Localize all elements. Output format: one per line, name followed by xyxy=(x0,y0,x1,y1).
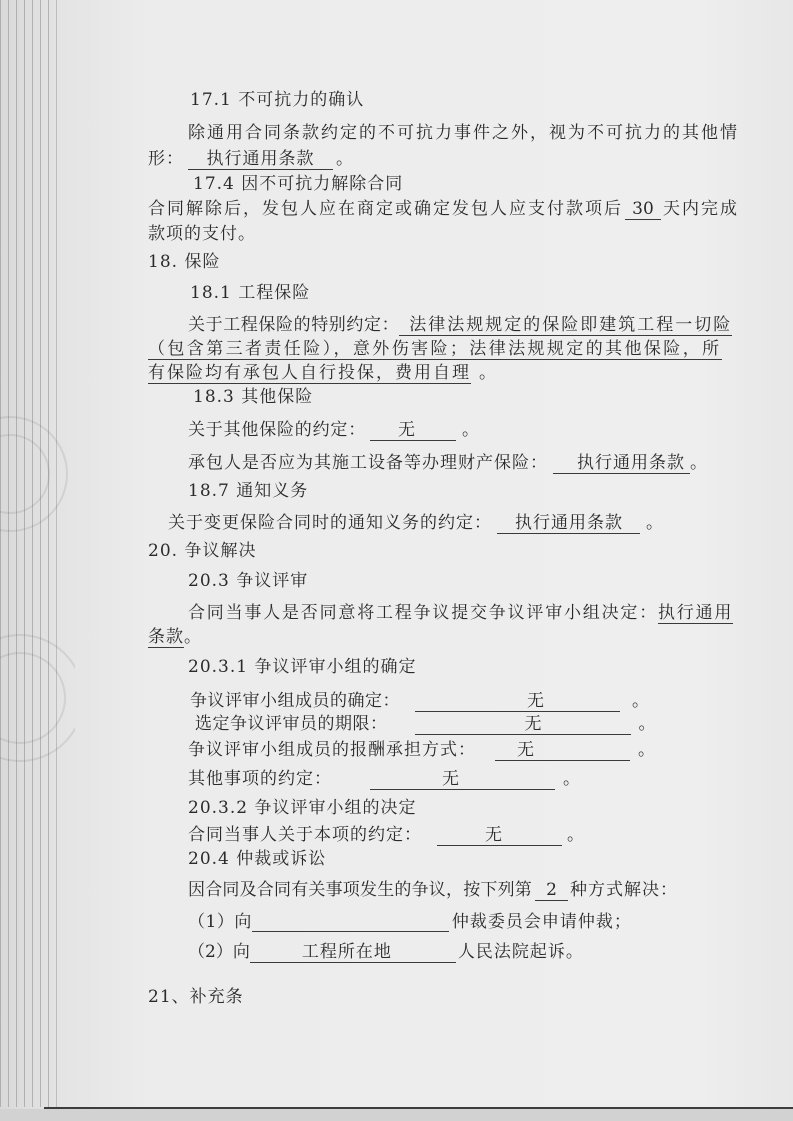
arbitration-option-suffix: 仲裁委员会申请仲裁； xyxy=(451,912,632,932)
notice-obligation-suffix: 。 xyxy=(646,513,664,533)
dispute-review-label: 合同当事人是否同意将工程争议提交争议评审小组决定： xyxy=(188,603,658,623)
clause-18-1-heading: 18.1 工程保险 xyxy=(190,283,311,303)
clause-17-4-line2: 款项的支付。 xyxy=(148,224,256,244)
review-panel-row xyxy=(190,691,650,712)
arbitration-option xyxy=(188,912,632,932)
seal-mark-top xyxy=(0,412,75,537)
review-panel-row-label: 争议评审小组成员的报酬承担方式： xyxy=(188,740,476,760)
review-panel-row-suffix: 。 xyxy=(638,714,657,734)
clause-17-4-prefix: 合同解除后，发包人应在商定或确定发包人应支付款项后 xyxy=(148,199,623,219)
clause-20-4-intro xyxy=(188,880,678,901)
review-decision-value: 无 xyxy=(437,826,562,846)
clause-18-1-suffix: 。 xyxy=(479,363,497,383)
clause-17-1-heading: 17.1 不可抗力的确认 xyxy=(190,90,365,110)
stacked-page-edges xyxy=(0,0,56,1107)
dispute-method-value: 2 xyxy=(535,881,568,901)
review-panel-row-value: 无 xyxy=(370,770,555,790)
review-panel-row-suffix: 。 xyxy=(563,769,581,789)
clause-20-3-line1 xyxy=(188,603,733,624)
review-panel-row xyxy=(188,769,581,790)
equipment-insurance-value: 执行通用条款 xyxy=(553,454,690,474)
clause-20-3-1-heading: 20.3.1 争议评审小组的确定 xyxy=(188,657,417,677)
page-edge-line xyxy=(56,0,57,1107)
dispute-method-prefix: 因合同及合同有关事项发生的争议，按下列第 xyxy=(188,880,532,900)
clause-20-3-2-line xyxy=(188,825,585,846)
review-panel-row-suffix: 。 xyxy=(632,691,650,711)
clause-17-1-text: 除通用合同条款约定的不可抗力事件之外，视为不可抗力的其他情 xyxy=(188,123,739,143)
engineering-insurance-value-line1: 法律法规规定的保险即建筑工程一切险 xyxy=(399,316,732,336)
clause-18-7-line xyxy=(168,513,664,534)
review-panel-row-value: 无 xyxy=(415,715,631,735)
review-decision-suffix: 。 xyxy=(567,825,585,845)
equipment-insurance-suffix: 。 xyxy=(690,453,708,473)
equipment-insurance-label: 承包人是否应为其施工设备等办理财产保险： xyxy=(188,453,548,473)
clause-17-4-heading: 17.4 因不可抗力解除合同 xyxy=(193,174,404,194)
clause-20-heading: 20. 争议解决 xyxy=(148,541,257,561)
payment-days-value: 30 xyxy=(625,200,661,220)
review-panel-row-value: 无 xyxy=(415,692,620,712)
clause-18-7-heading: 18.7 通知义务 xyxy=(188,481,309,501)
other-insurance-value: 无 xyxy=(370,421,456,441)
dispute-review-value-part2: 条款 xyxy=(148,627,184,647)
notice-obligation-label: 关于变更保险合同时的通知义务的约定： xyxy=(168,513,492,533)
clause-18-1-label: 关于工程保险的特别约定： xyxy=(188,315,400,335)
review-panel-row-value: 无 xyxy=(495,741,630,761)
review-panel-row-label: 其他事项的约定： xyxy=(188,769,332,789)
litigation-option-suffix: 人民法院起诉。 xyxy=(457,942,584,962)
clause-18-1-line2 xyxy=(148,339,722,360)
dispute-review-suffix: 。 xyxy=(184,627,202,647)
clause-18-3-other-line xyxy=(188,420,480,441)
notice-obligation-value: 执行通用条款 xyxy=(497,514,640,534)
other-force-majeure-value: 执行通用条款 xyxy=(188,150,333,170)
clause-20-3-line2 xyxy=(148,627,202,648)
seal-mark-bottom xyxy=(0,628,75,773)
other-insurance-label: 关于其他保险的约定： xyxy=(188,420,366,440)
review-panel-row-label: 争议评审小组成员的确定： xyxy=(190,691,400,711)
clause-17-4-line1 xyxy=(148,199,739,220)
clause-21-heading: 21、补充条 xyxy=(148,987,244,1007)
clause-18-heading: 18. 保险 xyxy=(148,252,221,272)
review-decision-label: 合同当事人关于本项的约定： xyxy=(188,825,422,845)
clause-18-3-equipment-line xyxy=(188,453,708,474)
clause-17-1-prefix: 形： xyxy=(148,149,184,169)
dispute-method-suffix: 种方式解决： xyxy=(570,880,678,900)
scanner-bottom-strip xyxy=(0,1109,793,1121)
review-panel-row xyxy=(195,714,657,735)
dispute-review-value-part1: 执行通用 xyxy=(658,603,734,623)
litigation-court-value: 工程所在地 xyxy=(250,943,456,963)
clause-18-1-line3 xyxy=(148,363,497,384)
other-insurance-suffix: 。 xyxy=(462,420,480,440)
litigation-option-prefix: （2）向 xyxy=(188,942,250,962)
arbitration-option-prefix: （1）向 xyxy=(188,912,252,932)
review-panel-row-label: 选定争议评审员的期限： xyxy=(195,714,388,734)
review-panel-row xyxy=(188,740,656,761)
engineering-insurance-value-line3: 有保险均有承包人自行投保，费用自理 xyxy=(148,363,471,383)
clause-18-1-line1 xyxy=(188,315,732,336)
clause-17-1-value-line xyxy=(148,149,354,170)
arbitration-commission-blank xyxy=(252,913,449,932)
engineering-insurance-value-line2: （包含第三者责任险），意外伤害险；法律法规规定的其他保险，所 xyxy=(148,339,722,359)
review-panel-row-suffix: 。 xyxy=(638,740,656,760)
clause-20-4-heading: 20.4 仲裁或诉讼 xyxy=(188,849,327,869)
clause-20-3-2-heading: 20.3.2 争议评审小组的决定 xyxy=(188,798,417,818)
clause-17-4-suffix: 天内完成 xyxy=(663,199,739,219)
clause-17-1-suffix: 。 xyxy=(336,149,354,169)
clause-20-3-heading: 20.3 争议评审 xyxy=(188,571,309,591)
clause-18-3-heading: 18.3 其他保险 xyxy=(193,387,314,407)
litigation-option xyxy=(188,942,584,963)
